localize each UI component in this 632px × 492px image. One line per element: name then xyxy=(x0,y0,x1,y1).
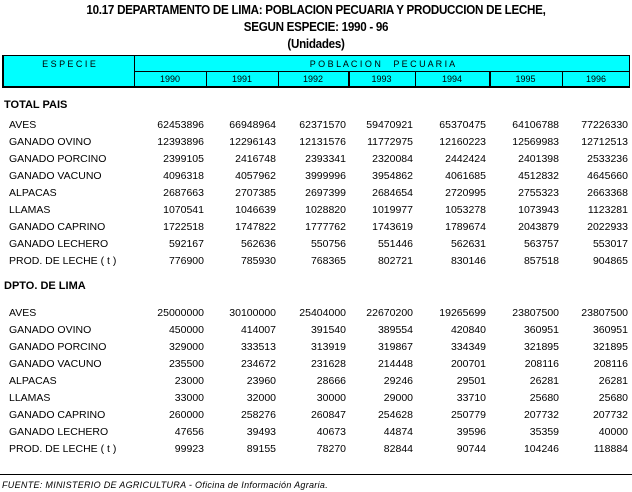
cell-value: 830146 xyxy=(450,255,486,267)
cell-value: 562636 xyxy=(240,238,276,250)
cell-value: 3999996 xyxy=(305,170,346,182)
header-year-4: 1994 xyxy=(441,74,463,84)
cell-value: 2663368 xyxy=(587,187,628,199)
header-year-divider xyxy=(562,71,563,86)
cell-value: 214448 xyxy=(377,358,413,370)
table-row xyxy=(0,168,632,185)
cell-value: 23807500 xyxy=(512,307,559,319)
cell-value: 260000 xyxy=(168,409,204,421)
cell-value: 25680 xyxy=(598,392,628,404)
cell-value: 389554 xyxy=(377,324,413,336)
cell-value: 82844 xyxy=(383,443,413,455)
cell-value: 360951 xyxy=(523,324,559,336)
header-year-5: 1995 xyxy=(515,74,536,84)
cell-value: 2755323 xyxy=(518,187,559,199)
table-title: 10.17 DEPARTAMENTO DE LIMA: POBLACION PECUARIA Y PRODUCCION DE LECHE, xyxy=(86,3,546,17)
cell-value: 22670200 xyxy=(366,307,413,319)
cell-value: 360951 xyxy=(592,324,628,336)
cell-value: 904865 xyxy=(592,255,628,267)
row-label: GANADO PORCINO xyxy=(9,153,107,165)
cell-value: 39493 xyxy=(246,426,276,438)
table-row xyxy=(0,373,632,390)
cell-value: 12393896 xyxy=(157,136,204,148)
header-year-1: 1991 xyxy=(231,74,253,84)
cell-value: 2533236 xyxy=(587,153,628,165)
row-label: GANADO OVINO xyxy=(9,324,92,336)
table-row xyxy=(0,305,632,322)
cell-value: 2697399 xyxy=(305,187,346,199)
cell-value: 250779 xyxy=(450,409,486,421)
cell-value: 1019977 xyxy=(372,204,413,216)
cell-value: 319867 xyxy=(377,341,413,353)
cell-value: 207732 xyxy=(592,409,628,421)
header-year-divider xyxy=(348,71,350,86)
cell-value: 11772975 xyxy=(367,136,413,148)
cell-value: 65370475 xyxy=(439,119,486,131)
cell-value: 2442424 xyxy=(445,153,486,165)
table-header xyxy=(2,55,630,88)
table-row xyxy=(0,151,632,168)
cell-value: 450000 xyxy=(168,324,204,336)
cell-value: 857518 xyxy=(523,255,559,267)
cell-value: 99923 xyxy=(174,443,204,455)
cell-value: 33710 xyxy=(456,392,486,404)
table-row xyxy=(0,356,632,373)
cell-value: 553017 xyxy=(592,238,628,250)
cell-value: 77226330 xyxy=(581,119,628,131)
cell-value: 25404000 xyxy=(299,307,346,319)
cell-value: 1053278 xyxy=(445,204,486,216)
table-row xyxy=(0,424,632,441)
cell-value: 776900 xyxy=(168,255,204,267)
header-year-divider xyxy=(489,71,491,86)
cell-value: 1070541 xyxy=(163,204,204,216)
cell-value: 2720995 xyxy=(445,187,486,199)
cell-value: 2393341 xyxy=(305,153,346,165)
header-year-0: 1990 xyxy=(159,74,181,84)
cell-value: 12160223 xyxy=(439,136,486,148)
row-label: ALPACAS xyxy=(9,187,57,199)
header-year-divider xyxy=(278,71,279,86)
cell-value: 321895 xyxy=(523,341,559,353)
cell-value: 29246 xyxy=(383,375,413,387)
cell-value: 3954862 xyxy=(372,170,413,182)
cell-value: 1046639 xyxy=(235,204,276,216)
cell-value: 30100000 xyxy=(229,307,276,319)
row-label: GANADO OVINO xyxy=(9,136,92,148)
cell-value: 2399105 xyxy=(163,153,204,165)
cell-value: 208116 xyxy=(593,358,628,370)
cell-value: 1028820 xyxy=(305,204,346,216)
cell-value: 2022933 xyxy=(587,221,628,233)
cell-value: 59470921 xyxy=(366,119,413,131)
row-label: AVES xyxy=(9,307,37,319)
cell-value: 1747822 xyxy=(235,221,276,233)
cell-value: 26281 xyxy=(598,375,628,387)
cell-value: 29000 xyxy=(383,392,413,404)
table-row xyxy=(0,441,632,458)
table-row xyxy=(0,390,632,407)
table-row xyxy=(0,202,632,219)
table-row xyxy=(0,134,632,151)
table-row xyxy=(0,117,632,134)
cell-value: 12296143 xyxy=(229,136,276,148)
cell-value: 39596 xyxy=(456,426,486,438)
table-row xyxy=(0,185,632,202)
cell-value: 4061685 xyxy=(445,170,486,182)
cell-value: 28666 xyxy=(316,375,346,387)
header-year-2: 1992 xyxy=(302,74,324,84)
source-note: FUENTE: MINISTERIO DE AGRICULTURA - Oficina de Información Agraria. xyxy=(2,480,328,490)
cell-value: 414007 xyxy=(240,324,276,336)
cell-value: 25680 xyxy=(529,392,559,404)
cell-value: 550756 xyxy=(310,238,346,250)
cell-value: 1073943 xyxy=(518,204,559,216)
cell-value: 30000 xyxy=(316,392,346,404)
cell-value: 35359 xyxy=(529,426,559,438)
cell-value: 2416748 xyxy=(235,153,276,165)
cell-value: 329000 xyxy=(168,341,204,353)
row-label: GANADO VACUNO xyxy=(9,170,102,182)
cell-value: 258276 xyxy=(240,409,276,421)
cell-value: 802721 xyxy=(377,255,413,267)
table-row xyxy=(0,219,632,236)
header-especie: E S P E C I E xyxy=(42,59,96,69)
row-label: GANADO PORCINO xyxy=(9,341,107,353)
header-poblacion-pecuaria: P O B L A C I O N P E C U A R I A xyxy=(309,59,456,69)
cell-value: 2687663 xyxy=(163,187,204,199)
cell-value: 33000 xyxy=(174,392,204,404)
cell-value: 4096318 xyxy=(163,170,204,182)
row-label: PROD. DE LECHE ( t ) xyxy=(9,443,117,455)
cell-value: 1743619 xyxy=(372,221,413,233)
cell-value: 1789674 xyxy=(445,221,486,233)
cell-value: 333513 xyxy=(240,341,276,353)
section-title: DPTO. DE LIMA xyxy=(4,280,86,292)
cell-value: 235500 xyxy=(168,358,204,370)
cell-value: 1123281 xyxy=(587,204,628,216)
row-label: GANADO LECHERO xyxy=(9,426,109,438)
cell-value: 254628 xyxy=(377,409,413,421)
cell-value: 321895 xyxy=(592,341,628,353)
row-label: GANADO LECHERO xyxy=(9,238,109,250)
cell-value: 2401398 xyxy=(518,153,559,165)
header-year-divider xyxy=(415,71,416,86)
cell-value: 768365 xyxy=(310,255,346,267)
cell-value: 420840 xyxy=(450,324,486,336)
cell-value: 47656 xyxy=(174,426,204,438)
header-year-divider xyxy=(206,71,207,86)
cell-value: 23807500 xyxy=(581,307,628,319)
table-row xyxy=(0,253,632,270)
cell-value: 90744 xyxy=(456,443,486,455)
cell-value: 104246 xyxy=(523,443,559,455)
row-label: LLAMAS xyxy=(9,392,51,404)
table-row xyxy=(0,322,632,339)
cell-value: 563757 xyxy=(523,238,559,250)
cell-value: 64106788 xyxy=(512,119,559,131)
cell-value: 1722518 xyxy=(163,221,204,233)
cell-value: 62371570 xyxy=(299,119,346,131)
cell-value: 32000 xyxy=(246,392,276,404)
cell-value: 40000 xyxy=(598,426,628,438)
cell-value: 785930 xyxy=(240,255,276,267)
cell-value: 26281 xyxy=(529,375,559,387)
footer-divider xyxy=(0,474,632,475)
cell-value: 66948964 xyxy=(229,119,276,131)
cell-value: 4057962 xyxy=(235,170,276,182)
cell-value: 234672 xyxy=(240,358,276,370)
cell-value: 4512832 xyxy=(518,170,559,182)
cell-value: 2320084 xyxy=(372,153,413,165)
cell-value: 2043879 xyxy=(518,221,559,233)
header-divider xyxy=(135,71,629,72)
cell-value: 12131576 xyxy=(299,136,346,148)
cell-value: 200701 xyxy=(450,358,486,370)
cell-value: 19265699 xyxy=(439,307,486,319)
table-row xyxy=(0,236,632,253)
table-row xyxy=(0,339,632,356)
cell-value: 23000 xyxy=(174,375,204,387)
cell-value: 562631 xyxy=(450,238,486,250)
cell-value: 25000000 xyxy=(157,307,204,319)
row-label: GANADO CAPRINO xyxy=(9,221,106,233)
cell-value: 313919 xyxy=(310,341,346,353)
cell-value: 551446 xyxy=(377,238,413,250)
cell-value: 592167 xyxy=(168,238,204,250)
cell-value: 334349 xyxy=(450,341,486,353)
section-title: TOTAL PAIS xyxy=(4,99,68,111)
cell-value: 40673 xyxy=(316,426,346,438)
cell-value: 4645660 xyxy=(587,170,628,182)
row-label: PROD. DE LECHE ( t ) xyxy=(9,255,117,267)
cell-value: 29501 xyxy=(456,375,486,387)
header-year-6: 1996 xyxy=(585,74,607,84)
row-label: ALPACAS xyxy=(9,375,57,387)
header-year-3: 1993 xyxy=(371,74,392,84)
cell-value: 23960 xyxy=(246,375,276,387)
row-label: LLAMAS xyxy=(9,204,51,216)
table-subtitle: SEGUN ESPECIE: 1990 - 96 xyxy=(243,20,389,34)
cell-value: 2684654 xyxy=(372,187,413,199)
cell-value: 44874 xyxy=(383,426,413,438)
cell-value: 207732 xyxy=(523,409,559,421)
cell-value: 208116 xyxy=(524,358,559,370)
row-label: GANADO VACUNO xyxy=(9,358,102,370)
row-label: AVES xyxy=(9,119,37,131)
cell-value: 231628 xyxy=(310,358,346,370)
table-units: (Unidades) xyxy=(287,37,345,51)
row-label: GANADO CAPRINO xyxy=(9,409,106,421)
cell-value: 12712513 xyxy=(581,136,628,148)
cell-value: 12569983 xyxy=(512,136,559,148)
cell-value: 118884 xyxy=(593,443,628,455)
cell-value: 391540 xyxy=(310,324,346,336)
table-row xyxy=(0,407,632,424)
cell-value: 260847 xyxy=(310,409,346,421)
cell-value: 1777762 xyxy=(305,221,346,233)
cell-value: 89155 xyxy=(246,443,276,455)
cell-value: 78270 xyxy=(316,443,346,455)
cell-value: 62453896 xyxy=(157,119,204,131)
cell-value: 2707385 xyxy=(235,187,276,199)
